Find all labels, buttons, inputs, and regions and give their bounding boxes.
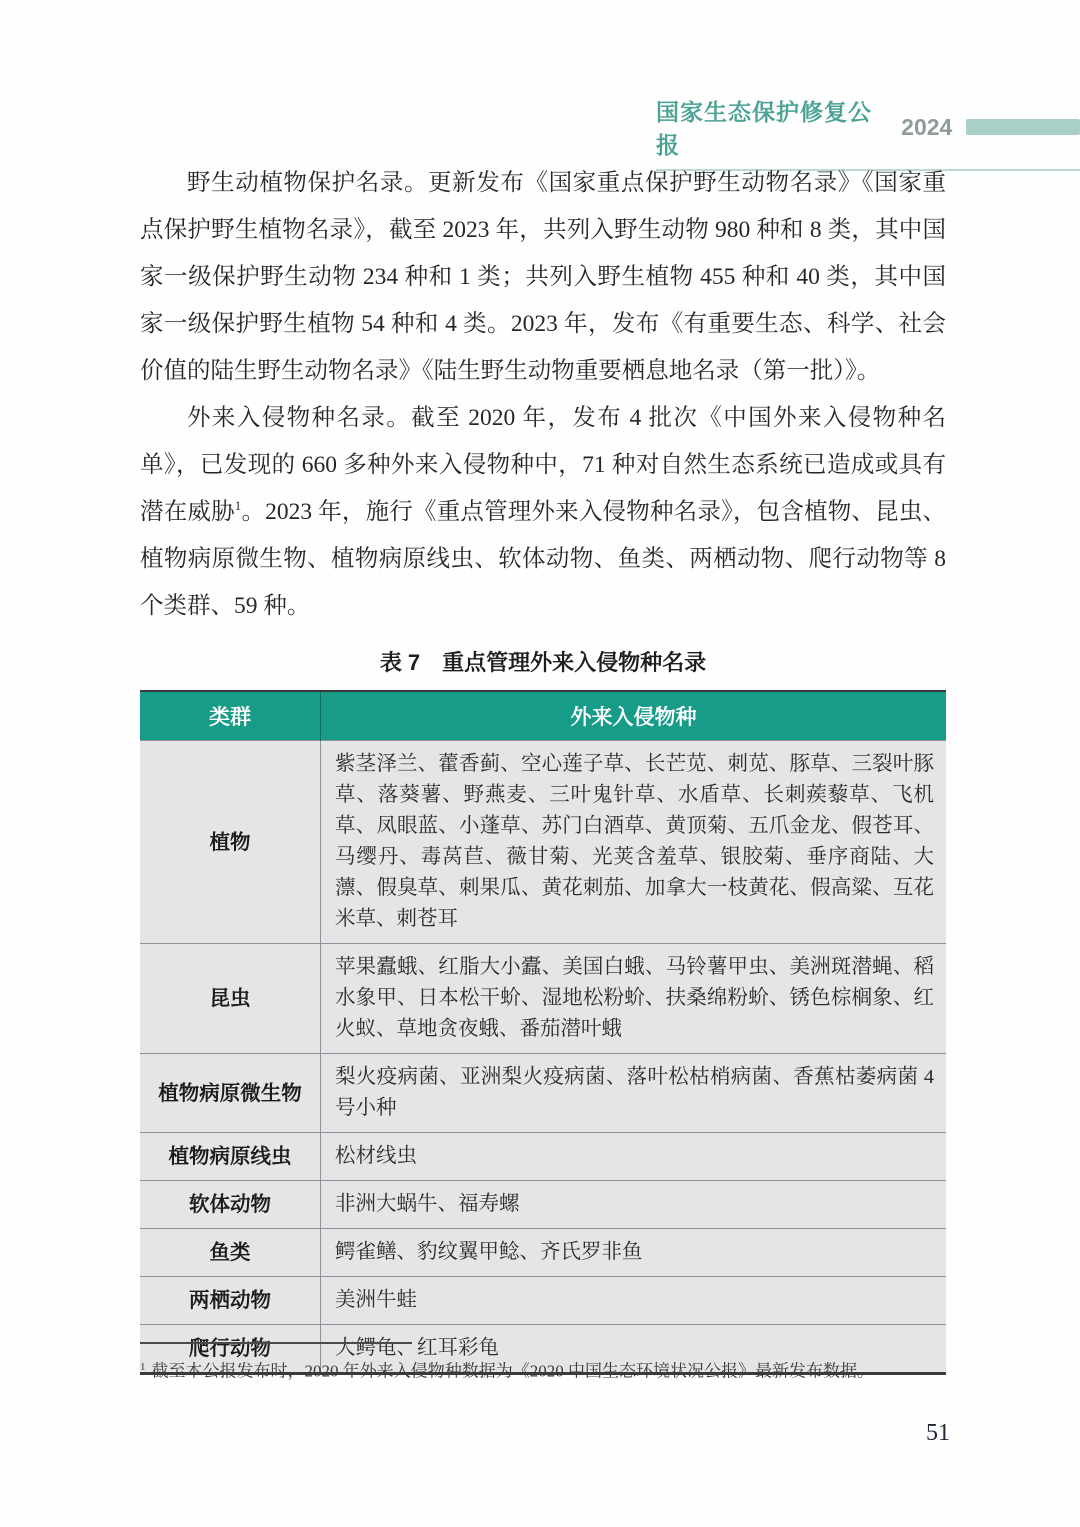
footnote-divider [140,1342,412,1344]
column-header-species: 外来入侵物种 [321,691,947,741]
page-content [140,160,946,1375]
category-cell: 两栖动物 [140,1277,321,1325]
species-cell: 美洲牛蛙 [321,1277,947,1325]
paragraph-invasive-species [140,395,946,630]
table-header-row [140,691,946,741]
category-cell: 软体动物 [140,1181,321,1229]
table-row [140,741,946,944]
report-title: 国家生态保护修复公报 [656,99,872,158]
table-row [140,1277,946,1325]
page-number: 51 [926,1420,950,1446]
table-title: 表 7 重点管理外来入侵物种名录 [379,650,707,675]
category-cell: 昆虫 [140,944,321,1054]
footnote-reference-mark: 1 [234,498,242,514]
species-cell: 紫茎泽兰、藿香蓟、空心莲子草、长芒苋、刺苋、豚草、三裂叶豚草、落葵薯、野燕麦、三叶鬼针草、水盾草、长刺蒺藜草、飞机草、凤眼蓝、小蓬草、苏门白酒草、黄顶菊、五爪金龙、假苍耳、马缨丹、毒莴苣、薇甘菊、光荚含羞草、银胶菊、垂序商陆、大薸、假臭草、刺果瓜、黄花刺茄、加拿大一枝黄花、假高粱、互花米草、刺苍耳 [321,741,947,944]
footnote [140,1342,946,1385]
species-cell: 梨火疫病菌、亚洲梨火疫病菌、落叶松枯梢病菌、香蕉枯萎病菌 4 号小种 [321,1054,947,1133]
species-cell: 非洲大蜗牛、福寿螺 [321,1181,947,1229]
invasive-species-table [140,690,946,1375]
paragraph-wildlife-catalog: 野生动植物保护名录。更新发布《国家重点保护野生动物名录》《国家重点保护野生植物名录》，截至 2023 年，共列入野生动物 980 种和 8 类，其中国家一级保护野生动物 234 种和 1 类；共列入野生植物 455 种和 40 类，其中国家一级保护野生植物 54 种和 4 类。2023 年，发布《有重要生态、科学、社会价值的陆生野生动物名录》《陆生野生动物重要栖息地名录（第一批）》。 [140,170,946,384]
category-cell: 植物病原微生物 [140,1054,321,1133]
species-cell: 苹果蠹蛾、红脂大小蠹、美国白蛾、马铃薯甲虫、美洲斑潜蝇、稻水象甲、日本松干蚧、湿地松粉蚧、扶桑绵粉蚧、锈色棕榈象、红火蚁、草地贪夜蛾、番茄潜叶蛾 [321,944,947,1054]
table-row [140,1054,946,1133]
footnote-text [140,1354,946,1385]
table-row [140,1133,946,1181]
footnote-body: 截至本公报发布时，2020 年外来入侵物种数据为《2020 中国生态环境状况公报》最新发布数据。 [151,1361,874,1381]
category-cell: 爬行动物 [140,1325,321,1374]
species-cell: 松材线虫 [321,1133,947,1181]
species-cell: 大鳄龟、红耳彩龟 [321,1325,947,1374]
report-year: 2024 [901,113,953,140]
column-header-category: 类群 [140,691,321,741]
species-cell: 鳄雀鳝、豹纹翼甲鲶、齐氏罗非鱼 [321,1229,947,1277]
footnote-marker: 1 [140,1361,146,1373]
table-row [140,944,946,1054]
table-row [140,1181,946,1229]
category-cell: 植物 [140,741,321,944]
header-accent-bar [966,119,1080,135]
paragraph-invasive-part2: 。2023 年，施行《重点管理外来入侵物种名录》，包含植物、昆虫、植物病原微生物、植物病原线虫、软体动物、鱼类、两栖动物、爬行动物等 8 个类群、59 种。 [140,499,947,619]
paragraph-invasive-part1: 外来入侵物种名录。截至 2020 年，发布 4 批次《中国外来入侵物种名单》，已发现的 660 多种外来入侵物种中，71 种对自然生态系统已造成或具有潜在威胁 [140,405,946,525]
category-cell: 鱼类 [140,1229,321,1277]
table-row [140,1229,946,1277]
category-cell: 植物病原线虫 [140,1133,321,1181]
